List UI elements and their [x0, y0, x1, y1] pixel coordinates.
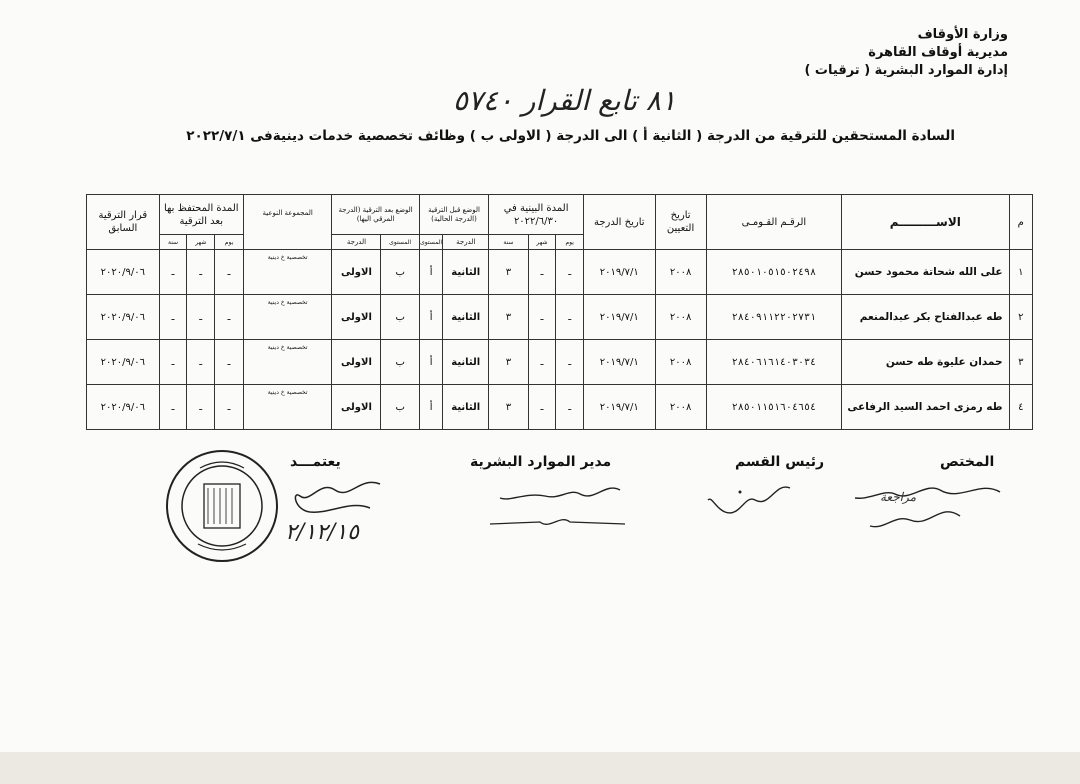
- cell-retained-day: ـ: [215, 340, 244, 385]
- cell-after-level: ب: [381, 295, 419, 340]
- specialist-signature: [840, 472, 1005, 542]
- col-group: المجموعة النوعية: [243, 195, 332, 250]
- col-name: الاســـــــــم: [842, 195, 1009, 250]
- table-row: [87, 250, 1033, 295]
- cell-hire-date: ٢٠٠٨: [655, 340, 706, 385]
- col-before: الوضع قبل الترقية (الدرجة الحالية): [419, 195, 488, 235]
- col-grade-date: تاريخ الدرجة: [584, 195, 655, 250]
- cell-after-level: ب: [381, 340, 419, 385]
- cell-before-grade: الثانية: [443, 250, 489, 295]
- cell-name: على الله شحاتة محمود حسن: [842, 250, 1009, 295]
- cell-month: ـ: [528, 340, 556, 385]
- handwritten-decision-ref: ٨١ تابع القرار ٥٧٤٠: [452, 84, 676, 117]
- cell-month: ـ: [528, 295, 556, 340]
- cell-before-level: أ: [419, 295, 442, 340]
- approver-handwritten-date: ٢/١٢/١٥: [285, 520, 359, 545]
- cell-group: تخصصية خ دينية: [243, 385, 332, 430]
- sig-approve-title: يعتمـــد: [290, 454, 341, 470]
- cell-after-level: ب: [381, 385, 419, 430]
- cell-hire-date: ٢٠٠٨: [655, 385, 706, 430]
- cell-retained-day: ـ: [215, 385, 244, 430]
- cell-grade-date: ٢٠١٩/٧/١: [584, 340, 655, 385]
- cell-before-grade: الثانية: [443, 340, 489, 385]
- cell-hire-date: ٢٠٠٨: [655, 295, 706, 340]
- cell-prev-decision: ٢٠٢٠/٩/٠٦: [87, 250, 160, 295]
- cell-group: تخصصية خ دينية: [243, 340, 332, 385]
- table-row: [87, 340, 1033, 385]
- document-title: السادة المستحقين للترقية من الدرجة ( الثانية أ ) الى الدرجة ( الاولى ب ) وظائف تخصصية خدمات دينيةفى ٢٠٢٢/٧/١: [186, 128, 955, 144]
- col-retained: المدة المحتفظ بها بعد الترقية: [159, 195, 243, 235]
- section-head-signature: [700, 478, 800, 528]
- cell-month: ـ: [528, 385, 556, 430]
- sub-day: يوم: [215, 235, 244, 250]
- col-national-id: الرقـم القـومـى: [706, 195, 841, 250]
- cell-after-grade: الاولى: [332, 295, 381, 340]
- cell-after-level: ب: [381, 250, 419, 295]
- cell-no: ١: [1009, 250, 1032, 295]
- col-after: الوضع بعد الترقية (الدرجة المرقي اليها): [332, 195, 419, 235]
- cell-name: طه رمزى احمد السيد الرفاعى: [842, 385, 1009, 430]
- sub-level: المستوى: [381, 235, 419, 250]
- cell-group: تخصصية خ دينية: [243, 250, 332, 295]
- cell-name: حمدان عليوة طه حسن: [842, 340, 1009, 385]
- sub-level: المستوى: [419, 235, 442, 250]
- cell-retained-month: ـ: [187, 250, 215, 295]
- col-interval: المدة البينية في ٢٠٢٢/٦/٣٠: [489, 195, 584, 235]
- cell-no: ٢: [1009, 295, 1032, 340]
- cell-day: ـ: [556, 385, 584, 430]
- col-hire-date: تاريخ التعيين: [655, 195, 706, 250]
- directorate-name: مديرية أوقاف القاهرة: [868, 45, 1008, 60]
- cell-grade-date: ٢٠١٩/٧/١: [584, 250, 655, 295]
- cell-year: ٣: [489, 340, 528, 385]
- cell-national-id: ٢٨٤٠٦١٦١٤٠٣٠٣٤: [706, 340, 841, 385]
- cell-group: تخصصية خ دينية: [243, 295, 332, 340]
- cell-no: ٣: [1009, 340, 1032, 385]
- cell-day: ـ: [556, 250, 584, 295]
- ministry-header: [804, 26, 1008, 80]
- sig-hr-manager-title: مدير الموارد البشرية: [470, 454, 612, 470]
- sub-month: شهر: [187, 235, 215, 250]
- cell-year: ٣: [489, 385, 528, 430]
- cell-retained-day: ـ: [215, 295, 244, 340]
- cell-after-grade: الاولى: [332, 340, 381, 385]
- cell-retained-month: ـ: [187, 340, 215, 385]
- cell-after-grade: الاولى: [332, 385, 381, 430]
- cell-retained-year: ـ: [159, 295, 187, 340]
- sig-specialist-title: المختص: [940, 454, 995, 470]
- cell-no: ٤: [1009, 385, 1032, 430]
- cell-year: ٣: [489, 250, 528, 295]
- cell-retained-month: ـ: [187, 385, 215, 430]
- cell-before-level: أ: [419, 385, 442, 430]
- cell-grade-date: ٢٠١٩/٧/١: [584, 295, 655, 340]
- cell-before-level: أ: [419, 250, 442, 295]
- sub-day: يوم: [556, 235, 584, 250]
- cell-month: ـ: [528, 250, 556, 295]
- cell-hire-date: ٢٠٠٨: [655, 250, 706, 295]
- cell-retained-year: ـ: [159, 250, 187, 295]
- hr-manager-signature: [480, 478, 630, 538]
- cell-before-grade: الثانية: [443, 295, 489, 340]
- cell-retained-month: ـ: [187, 295, 215, 340]
- cell-grade-date: ٢٠١٩/٧/١: [584, 385, 655, 430]
- cell-prev-decision: ٢٠٢٠/٩/٠٦: [87, 385, 160, 430]
- table-row: [87, 295, 1033, 340]
- sub-year: سنة: [489, 235, 528, 250]
- sig-section-head-title: رئيس القسم: [735, 454, 825, 470]
- cell-national-id: ٢٨٤٠٩١١٢٢٠٢٧٣١: [706, 295, 841, 340]
- official-stamp: [164, 448, 280, 564]
- cell-retained-year: ـ: [159, 385, 187, 430]
- department-name: إدارة الموارد البشرية ( ترقيات ): [804, 63, 1008, 78]
- sub-month: شهر: [528, 235, 556, 250]
- cell-prev-decision: ٢٠٢٠/٩/٠٦: [87, 295, 160, 340]
- col-no: م: [1009, 195, 1032, 250]
- cell-day: ـ: [556, 340, 584, 385]
- sub-grade: الدرجة: [332, 235, 381, 250]
- col-prev-decision: قرار الترقية السابق: [87, 195, 160, 250]
- cell-prev-decision: ٢٠٢٠/٩/٠٦: [87, 340, 160, 385]
- sub-grade: الدرجة: [443, 235, 489, 250]
- cell-day: ـ: [556, 295, 584, 340]
- cell-name: طه عبدالفتاح بكر عبدالمنعم: [842, 295, 1009, 340]
- specialist-handwritten-note: مراجعة: [880, 490, 917, 504]
- sub-year: سنة: [159, 235, 187, 250]
- cell-before-level: أ: [419, 340, 442, 385]
- cell-after-grade: الاولى: [332, 250, 381, 295]
- page-bottom-edge: [0, 752, 1080, 784]
- cell-before-grade: الثانية: [443, 385, 489, 430]
- promotion-table: [86, 194, 1033, 430]
- table-row: [87, 385, 1033, 430]
- cell-national-id: ٢٨٥٠١١٥١٦٠٤٦٥٤: [706, 385, 841, 430]
- cell-retained-day: ـ: [215, 250, 244, 295]
- ministry-name: وزارة الأوقاف: [917, 27, 1008, 42]
- cell-retained-year: ـ: [159, 340, 187, 385]
- cell-national-id: ٢٨٥٠١٠٥١٥٠٢٤٩٨: [706, 250, 841, 295]
- cell-year: ٣: [489, 295, 528, 340]
